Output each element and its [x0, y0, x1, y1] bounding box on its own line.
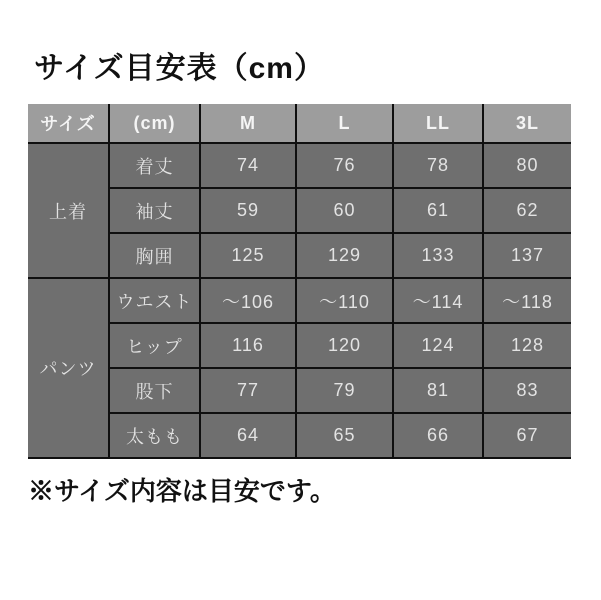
measure-label: ウエスト	[109, 278, 200, 323]
size-value: 120	[296, 323, 393, 368]
size-value: 124	[393, 323, 483, 368]
size-value: 77	[200, 368, 296, 413]
size-value: ～106	[200, 278, 296, 323]
measure-label: 袖丈	[109, 188, 200, 233]
size-note: ※サイズ内容は目安です。	[28, 476, 336, 506]
measure-label: 着丈	[109, 143, 200, 188]
size-value: 116	[200, 323, 296, 368]
size-guide-table	[28, 104, 571, 459]
table-row	[28, 278, 571, 323]
page-title: サイズ目安表（cm）	[34, 52, 325, 85]
col-header-ll: LL	[393, 104, 483, 143]
size-value: 80	[483, 143, 571, 188]
col-header-3l: 3L	[483, 104, 571, 143]
col-header-cm: (cm)	[109, 104, 200, 143]
table-row	[28, 233, 571, 278]
size-value: 125	[200, 233, 296, 278]
size-value: 62	[483, 188, 571, 233]
table-row	[28, 323, 571, 368]
table-row	[28, 413, 571, 458]
size-value: 128	[483, 323, 571, 368]
size-value: 67	[483, 413, 571, 458]
size-value: ～114	[393, 278, 483, 323]
size-value: 64	[200, 413, 296, 458]
measure-label: 太もも	[109, 413, 200, 458]
size-value: 133	[393, 233, 483, 278]
header-row	[28, 104, 571, 143]
size-value: 129	[296, 233, 393, 278]
measure-label: 胸囲	[109, 233, 200, 278]
size-value: 83	[483, 368, 571, 413]
size-value: ～110	[296, 278, 393, 323]
size-value: 81	[393, 368, 483, 413]
col-header-size: サイズ	[28, 104, 109, 143]
group-cell-pants: パンツ	[28, 278, 109, 458]
col-header-l: L	[296, 104, 393, 143]
size-value: ～118	[483, 278, 571, 323]
size-value: 79	[296, 368, 393, 413]
table-row	[28, 368, 571, 413]
table-row	[28, 188, 571, 233]
size-value: 60	[296, 188, 393, 233]
table-row	[28, 143, 571, 188]
size-value: 137	[483, 233, 571, 278]
size-value: 66	[393, 413, 483, 458]
size-value: 65	[296, 413, 393, 458]
col-header-m: M	[200, 104, 296, 143]
size-value: 78	[393, 143, 483, 188]
group-cell-jacket: 上着	[28, 143, 109, 278]
size-value: 76	[296, 143, 393, 188]
size-value: 59	[200, 188, 296, 233]
size-value: 61	[393, 188, 483, 233]
measure-label: ヒップ	[109, 323, 200, 368]
measure-label: 股下	[109, 368, 200, 413]
size-value: 74	[200, 143, 296, 188]
